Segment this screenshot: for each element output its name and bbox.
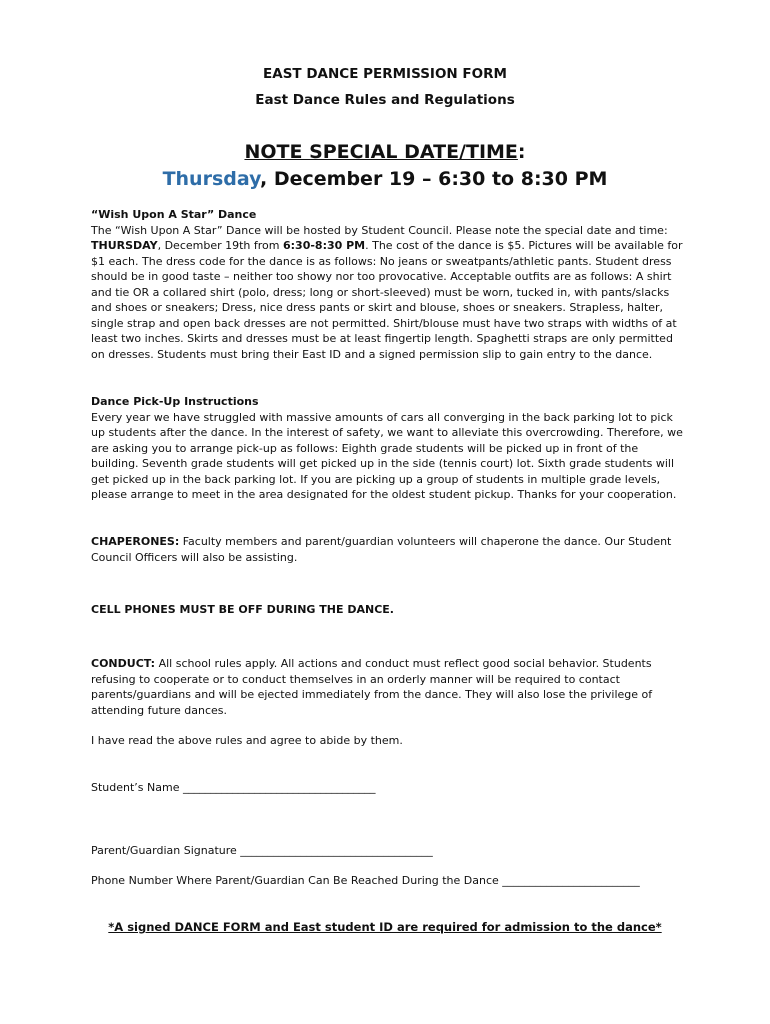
student-name-field[interactable]: Student’s Name ___________________________________ — [91, 781, 376, 794]
dance-bold-day: THURSDAY — [91, 239, 158, 252]
pickup-heading: Dance Pick-Up Instructions — [91, 395, 259, 408]
chaperones-section — [91, 534, 683, 565]
dance-section — [91, 207, 683, 362]
conduct-label: CONDUCT: — [91, 657, 156, 670]
chaperones-label: CHAPERONES: — [91, 535, 180, 548]
notice-colon: : — [517, 141, 526, 163]
event-date-time: , December 19 – 6:30 to 8:30 PM — [260, 168, 608, 190]
event-date — [0, 168, 770, 190]
dance-text-3: . The cost of the dance is $5. Pictures will be available for $1 each. The dress code for the dance is as follows: No jeans or sweatpants/athletic pants. Student dress should be in good taste – neither too showy nor too provocative. Acceptable outfits are as follows: A shirt and tie OR a collared shirt (polo, dress; long or short-sleeved) must be worn, tucked in, with pants/slacks and shoes or sneakers; Dress, nice dress pants or skirt and blouse, shoes or sneakers. Strapless, halter, single strap and open back dresses are not permitted. Shirt/blouse must have two straps with widths of at least two inches. Skirts and dresses must be at least fingertip length. Spaghetti straps are only permitted on dresses. Students must bring their East ID and a signed permission slip to gain entry to the dance. — [91, 239, 683, 361]
dance-heading: “Wish Upon A Star” Dance — [91, 208, 257, 221]
conduct-section — [91, 656, 683, 718]
chaperones-body: Faculty members and parent/guardian volunteers will chaperone the dance. Our Student Council Officers will also be assisting. — [91, 535, 672, 564]
dance-text-2: , December 19th from — [157, 239, 283, 252]
admission-requirement-footer: *A signed DANCE FORM and East student ID are required for admission to the dance* — [108, 920, 662, 934]
special-date-notice — [0, 141, 770, 163]
event-day: Thursday — [162, 168, 261, 190]
notice-label: NOTE SPECIAL DATE/TIME — [244, 141, 518, 163]
parent-signature-field[interactable]: Parent/Guardian Signature ___________________________________ — [91, 844, 433, 857]
pickup-section — [91, 394, 683, 503]
dance-bold-time: 6:30-8:30 PM — [283, 239, 366, 252]
pickup-body: Every year we have struggled with massive amounts of cars all converging in the back parking lot to pick up students after the dance. In the interest of safety, we want to alleviate this overcrowding. Therefore, we are asking you to arrange pick-up as follows: Eighth grade students will be picked up in front of the building. Seventh grade students will get picked up in the side (tennis court) lot. Sixth grade students will get picked up in the back parking lot. If you are picking up a group of students in multiple grade levels, please arrange to meet in the area designated for the oldest student pickup. Thanks for your cooperation. — [91, 410, 683, 501]
agreement-statement: I have read the above rules and agree to abide by them. — [91, 734, 403, 747]
dance-body — [91, 223, 683, 363]
parent-phone-field[interactable]: Phone Number Where Parent/Guardian Can Be Reached During the Dance _________________________ — [91, 874, 640, 887]
form-subtitle: East Dance Rules and Regulations — [255, 92, 515, 108]
form-title: EAST DANCE PERMISSION FORM — [263, 66, 507, 82]
cell-phones-notice: CELL PHONES MUST BE OFF DURING THE DANCE. — [91, 603, 394, 616]
conduct-body: All school rules apply. All actions and conduct must reflect good social behavior. Students refusing to cooperate or to conduct themselves in an orderly manner will be required to contact parents/guardians and will be ejected immediately from the dance. They will also lose the privilege of attending future dances. — [91, 657, 653, 717]
dance-text-1: The “Wish Upon A Star” Dance will be hosted by Student Council. Please note the special date and time: — [91, 223, 668, 237]
